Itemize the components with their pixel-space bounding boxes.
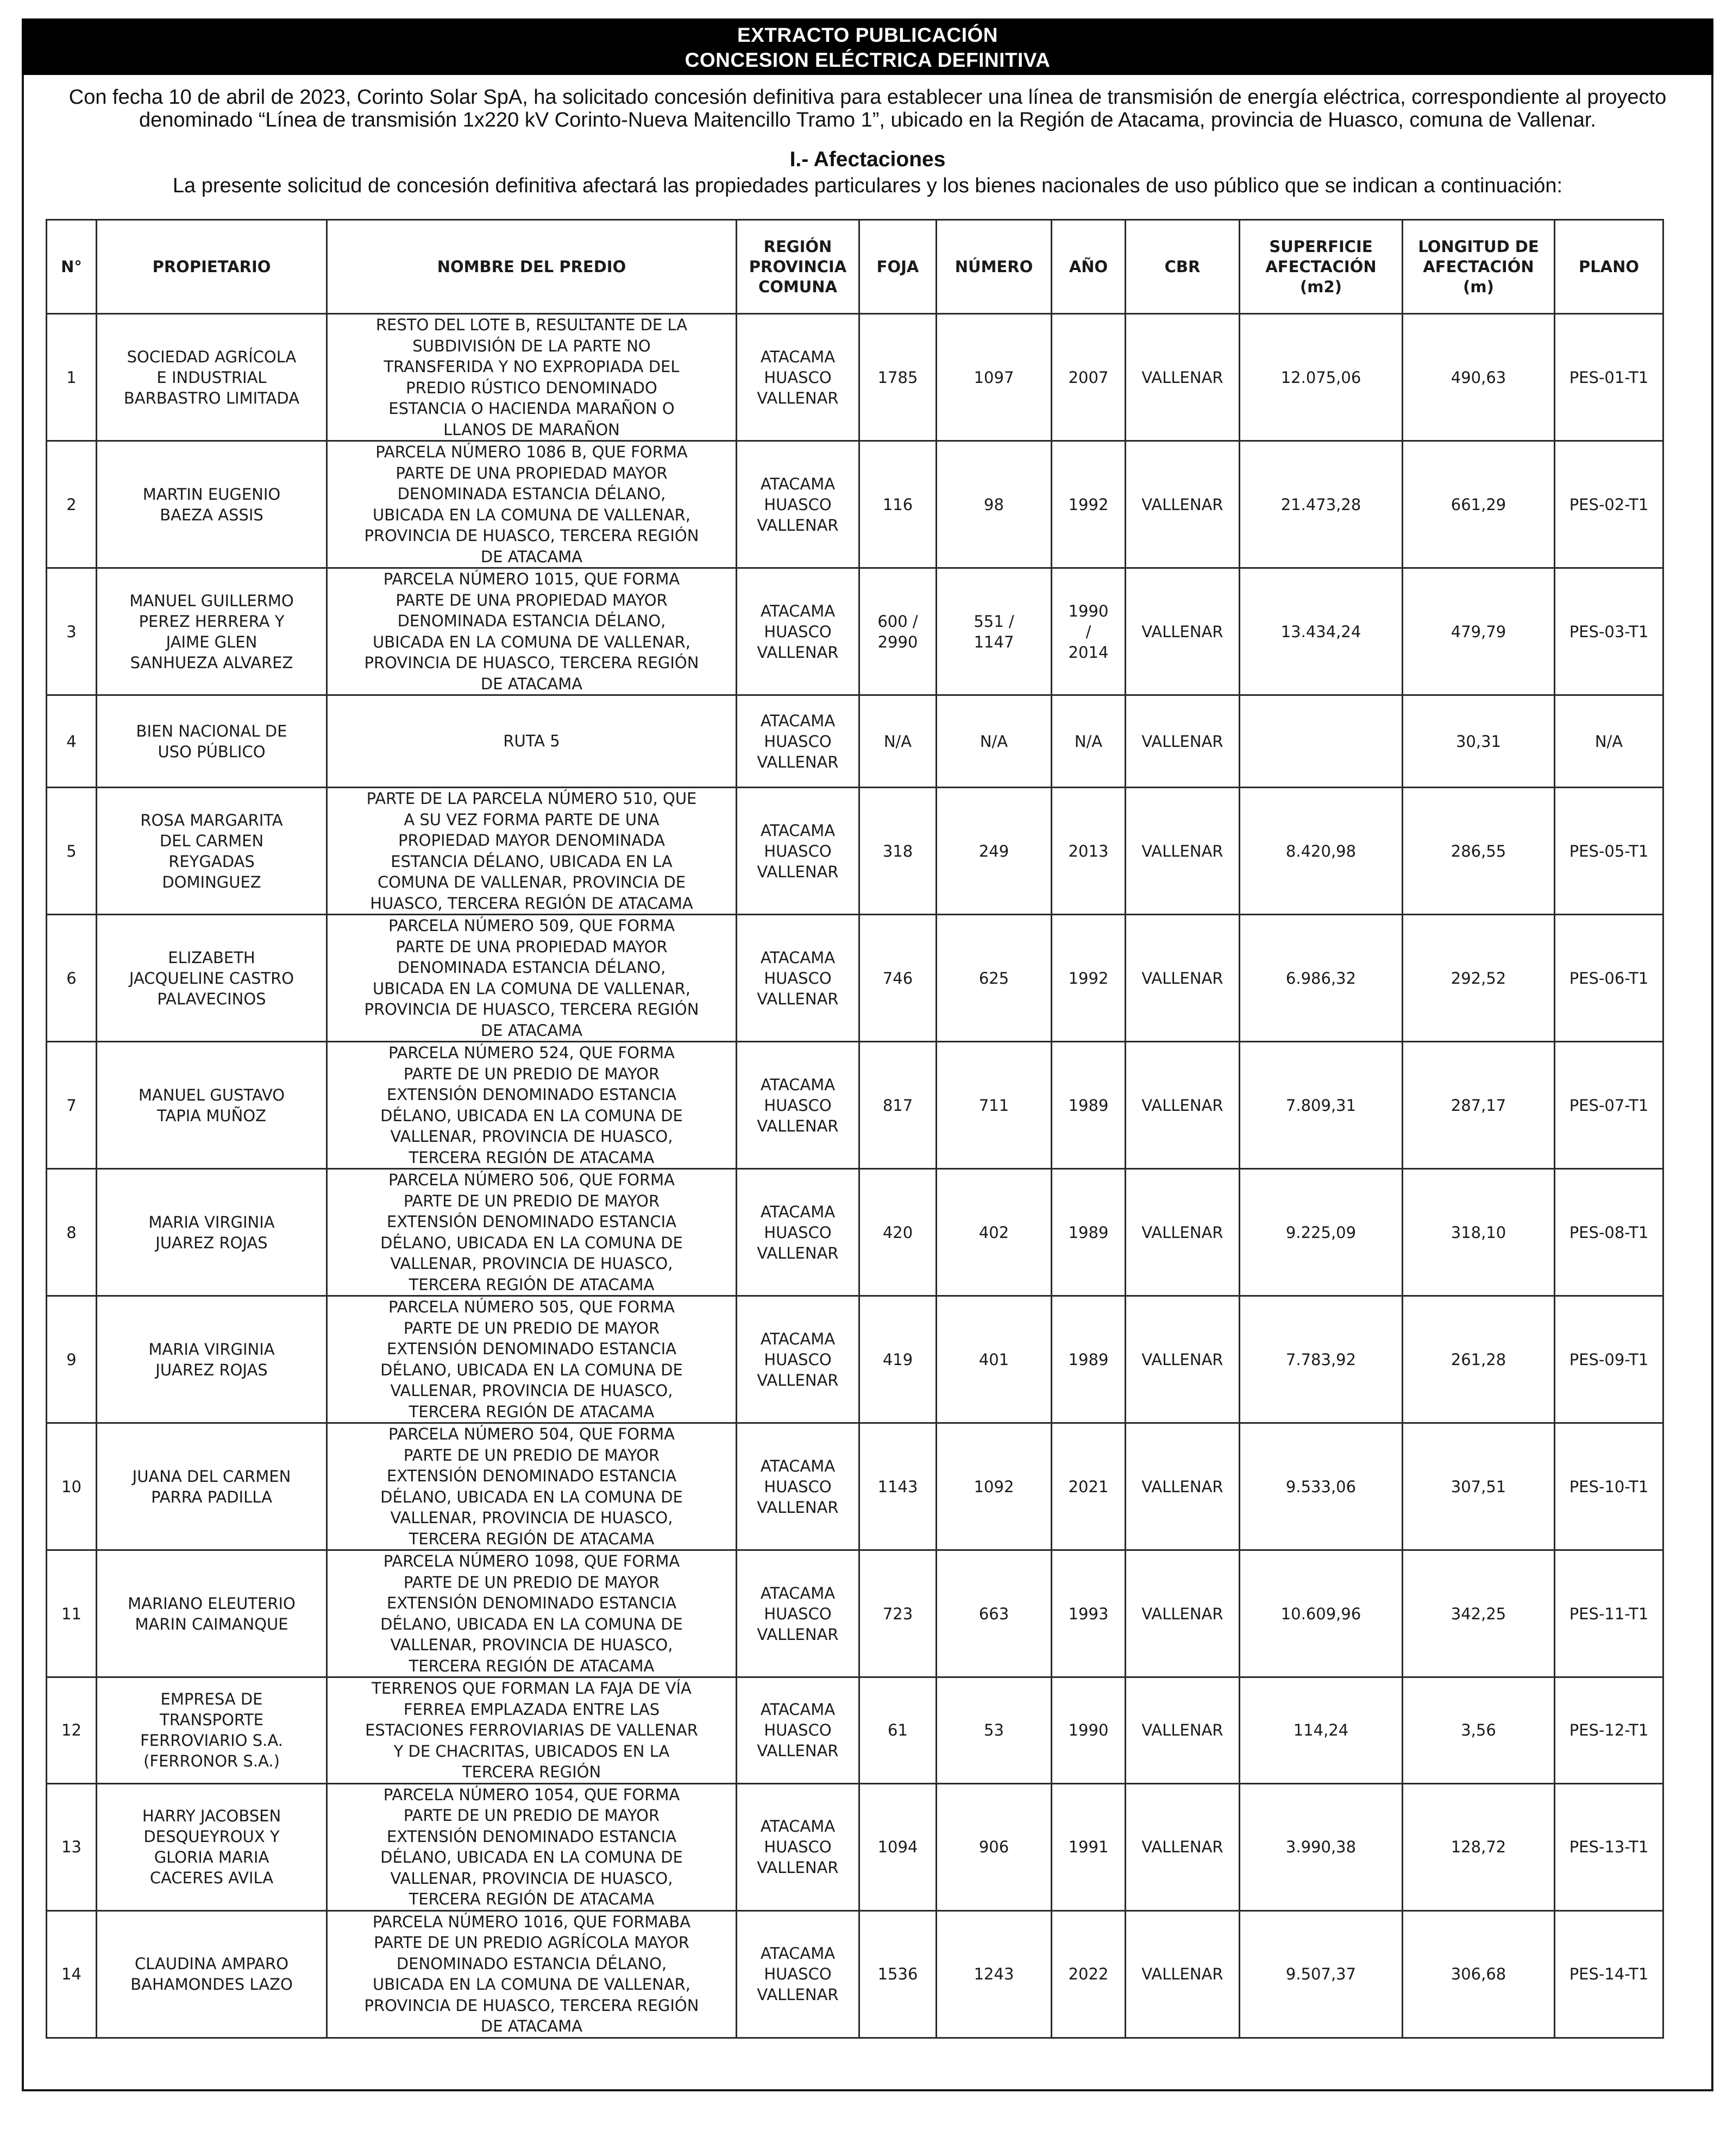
table-header-row <box>47 220 1663 314</box>
cell-plano: PES-03-T1 <box>1555 568 1663 695</box>
header-cbr: CBR <box>1126 220 1240 314</box>
cell-plano: PES-13-T1 <box>1555 1783 1663 1910</box>
cell-propietario: MANUEL GUILLERMO PEREZ HERRERA Y JAIME GLEN SANHUEZA ALVAREZ <box>97 568 327 695</box>
cell-plano: PES-05-T1 <box>1555 788 1663 915</box>
cell-cbr: VALLENAR <box>1126 1783 1240 1910</box>
table-row <box>47 1042 1663 1169</box>
cell-numero: 249 <box>937 788 1052 915</box>
cell-n: 5 <box>47 788 97 915</box>
header-superficie: SUPERFICIE AFECTACIÓN (m2) <box>1240 220 1403 314</box>
cell-cbr: VALLENAR <box>1126 915 1240 1042</box>
cell-numero: 625 <box>937 915 1052 1042</box>
cell-numero: 1243 <box>937 1910 1052 2038</box>
cell-foja: 420 <box>859 1169 937 1296</box>
cell-anio: 1993 <box>1052 1550 1126 1677</box>
cell-predio: TERRENOS QUE FORMAN LA FAJA DE VÍA FERREA EMPLAZADA ENTRE LAS ESTACIONES FERROVIARIAS DE VALLENAR Y DE CHACRITAS, UBICADOS EN LA TERCERA REGIÓN <box>327 1677 737 1784</box>
cell-predio: PARCELA NÚMERO 1086 B, QUE FORMA PARTE DE UNA PROPIEDAD MAYOR DENOMINADA ESTANCIA DÉLANO, UBICADA EN LA COMUNA DE VALLENAR, PROVINCIA DE HUASCO, TERCERA REGIÓN DE ATACAMA <box>327 441 737 568</box>
header-n: N° <box>47 220 97 314</box>
cell-foja: N/A <box>859 695 937 788</box>
cell-propietario: MARIA VIRGINIA JUAREZ ROJAS <box>97 1296 327 1423</box>
cell-foja: 1536 <box>859 1910 937 2038</box>
cell-predio: PARCELA NÚMERO 509, QUE FORMA PARTE DE UNA PROPIEDAD MAYOR DENOMINADA ESTANCIA DÉLANO, UBICADA EN LA COMUNA DE VALLENAR, PROVINCIA DE HUASCO, TERCERA REGIÓN DE ATACAMA <box>327 915 737 1042</box>
cell-foja: 61 <box>859 1677 937 1784</box>
header-longitud: LONGITUD DE AFECTACIÓN (m) <box>1403 220 1555 314</box>
cell-n: 12 <box>47 1677 97 1784</box>
cell-longitud: 490,63 <box>1403 314 1555 441</box>
cell-region: ATACAMA HUASCO VALLENAR <box>737 1296 859 1423</box>
cell-anio: 1990 / 2014 <box>1052 568 1126 695</box>
cell-anio: 2021 <box>1052 1423 1126 1550</box>
header-region: REGIÓN PROVINCIA COMUNA <box>737 220 859 314</box>
cell-propietario: HARRY JACOBSEN DESQUEYROUX Y GLORIA MARIA CACERES AVILA <box>97 1783 327 1910</box>
cell-region: ATACAMA HUASCO VALLENAR <box>737 441 859 568</box>
cell-region: ATACAMA HUASCO VALLENAR <box>737 1677 859 1784</box>
cell-predio: PARCELA NÚMERO 524, QUE FORMA PARTE DE UN PREDIO DE MAYOR EXTENSIÓN DENOMINADO ESTANCIA DÉLANO, UBICADA EN LA COMUNA DE VALLENAR, PROVINCIA DE HUASCO, TERCERA REGIÓN DE ATACAMA <box>327 1042 737 1169</box>
cell-longitud: 479,79 <box>1403 568 1555 695</box>
cell-propietario: EMPRESA DE TRANSPORTE FERROVIARIO S.A. (FERRONOR S.A.) <box>97 1677 327 1784</box>
cell-superficie: 21.473,28 <box>1240 441 1403 568</box>
section-title: I.- Afectaciones <box>789 148 946 171</box>
cell-foja: 600 / 2990 <box>859 568 937 695</box>
cell-propietario: MARIA VIRGINIA JUAREZ ROJAS <box>97 1169 327 1296</box>
cell-anio: 1992 <box>1052 915 1126 1042</box>
table-row <box>47 1169 1663 1296</box>
cell-numero: 53 <box>937 1677 1052 1784</box>
cell-foja: 746 <box>859 915 937 1042</box>
cell-propietario: JUANA DEL CARMEN PARRA PADILLA <box>97 1423 327 1550</box>
cell-anio: 2022 <box>1052 1910 1126 2038</box>
cell-numero: 402 <box>937 1169 1052 1296</box>
cell-plano: PES-12-T1 <box>1555 1677 1663 1784</box>
table-row <box>47 1677 1663 1784</box>
intro-line-1: Con fecha 10 de abril de 2023, Corinto Solar SpA, ha solicitado concesión definitiva para establecer una línea de transmisión de energía eléctrica, correspondiente al proyecto <box>68 86 1667 109</box>
cell-n: 1 <box>47 314 97 441</box>
cell-foja: 419 <box>859 1296 937 1423</box>
header-propietario: PROPIETARIO <box>97 220 327 314</box>
cell-propietario: CLAUDINA AMPARO BAHAMONDES LAZO <box>97 1910 327 2038</box>
cell-foja: 1785 <box>859 314 937 441</box>
cell-longitud: 30,31 <box>1403 695 1555 788</box>
cell-longitud: 286,55 <box>1403 788 1555 915</box>
cell-anio: 1989 <box>1052 1169 1126 1296</box>
table-row <box>47 788 1663 915</box>
cell-predio: PARCELA NÚMERO 504, QUE FORMA PARTE DE UN PREDIO DE MAYOR EXTENSIÓN DENOMINADO ESTANCIA DÉLANO, UBICADA EN LA COMUNA DE VALLENAR, PROVINCIA DE HUASCO, TERCERA REGIÓN DE ATACAMA <box>327 1423 737 1550</box>
cell-superficie: 9.225,09 <box>1240 1169 1403 1296</box>
cell-cbr: VALLENAR <box>1126 1677 1240 1784</box>
cell-n: 10 <box>47 1423 97 1550</box>
cell-plano: PES-02-T1 <box>1555 441 1663 568</box>
cell-superficie: 3.990,38 <box>1240 1783 1403 1910</box>
cell-longitud: 318,10 <box>1403 1169 1555 1296</box>
cell-cbr: VALLENAR <box>1126 1423 1240 1550</box>
cell-region: ATACAMA HUASCO VALLENAR <box>737 1423 859 1550</box>
header-numero: NÚMERO <box>937 220 1052 314</box>
cell-longitud: 306,68 <box>1403 1910 1555 2038</box>
cell-predio: PARCELA NÚMERO 1054, QUE FORMA PARTE DE UN PREDIO DE MAYOR EXTENSIÓN DENOMINADO ESTANCIA DÉLANO, UBICADA EN LA COMUNA DE VALLENAR, PROVINCIA DE HUASCO, TERCERA REGIÓN DE ATACAMA <box>327 1783 737 1910</box>
table-row <box>47 441 1663 568</box>
header-title: EXTRACTO PUBLICACIÓN <box>737 24 999 46</box>
cell-plano: PES-08-T1 <box>1555 1169 1663 1296</box>
cell-plano: PES-09-T1 <box>1555 1296 1663 1423</box>
cell-superficie: 9.533,06 <box>1240 1423 1403 1550</box>
cell-region: ATACAMA HUASCO VALLENAR <box>737 568 859 695</box>
cell-superficie: 12.075,06 <box>1240 314 1403 441</box>
cell-propietario: MARIANO ELEUTERIO MARIN CAIMANQUE <box>97 1550 327 1677</box>
cell-region: ATACAMA HUASCO VALLENAR <box>737 695 859 788</box>
cell-region: ATACAMA HUASCO VALLENAR <box>737 788 859 915</box>
intro-paragraph <box>43 86 1692 131</box>
cell-anio: 2013 <box>1052 788 1126 915</box>
cell-cbr: VALLENAR <box>1126 314 1240 441</box>
table-body <box>47 314 1663 2038</box>
cell-propietario: SOCIEDAD AGRÍCOLA E INDUSTRIAL BARBASTRO LIMITADA <box>97 314 327 441</box>
cell-propietario: MARTIN EUGENIO BAEZA ASSIS <box>97 441 327 568</box>
table-row <box>47 915 1663 1042</box>
cell-superficie: 9.507,37 <box>1240 1910 1403 2038</box>
cell-numero: 401 <box>937 1296 1052 1423</box>
cell-foja: 723 <box>859 1550 937 1677</box>
cell-plano: N/A <box>1555 695 1663 788</box>
cell-numero: 1097 <box>937 314 1052 441</box>
cell-n: 9 <box>47 1296 97 1423</box>
cell-longitud: 292,52 <box>1403 915 1555 1042</box>
table-row <box>47 314 1663 441</box>
cell-numero: N/A <box>937 695 1052 788</box>
cell-n: 4 <box>47 695 97 788</box>
cell-plano: PES-07-T1 <box>1555 1042 1663 1169</box>
cell-predio: PARCELA NÚMERO 1015, QUE FORMA PARTE DE UNA PROPIEDAD MAYOR DENOMINADA ESTANCIA DÉLANO, UBICADA EN LA COMUNA DE VALLENAR, PROVINCIA DE HUASCO, TERCERA REGIÓN DE ATACAMA <box>327 568 737 695</box>
cell-anio: 2007 <box>1052 314 1126 441</box>
afectaciones-table <box>46 219 1664 2039</box>
cell-foja: 1094 <box>859 1783 937 1910</box>
cell-predio: PARCELA NÚMERO 505, QUE FORMA PARTE DE UN PREDIO DE MAYOR EXTENSIÓN DENOMINADO ESTANCIA DÉLANO, UBICADA EN LA COMUNA DE VALLENAR, PROVINCIA DE HUASCO, TERCERA REGIÓN DE ATACAMA <box>327 1296 737 1423</box>
cell-superficie: 6.986,32 <box>1240 915 1403 1042</box>
cell-region: ATACAMA HUASCO VALLENAR <box>737 1783 859 1910</box>
cell-foja: 817 <box>859 1042 937 1169</box>
cell-propietario: ELIZABETH JACQUELINE CASTRO PALAVECINOS <box>97 915 327 1042</box>
cell-numero: 711 <box>937 1042 1052 1169</box>
cell-foja: 1143 <box>859 1423 937 1550</box>
cell-superficie: 7.783,92 <box>1240 1296 1403 1423</box>
cell-n: 7 <box>47 1042 97 1169</box>
cell-superficie: 10.609,96 <box>1240 1550 1403 1677</box>
cell-n: 6 <box>47 915 97 1042</box>
cell-anio: 1991 <box>1052 1783 1126 1910</box>
cell-numero: 551 / 1147 <box>937 568 1052 695</box>
cell-anio: 1990 <box>1052 1677 1126 1784</box>
cell-predio: PARCELA NÚMERO 1016, QUE FORMABA PARTE DE UN PREDIO AGRÍCOLA MAYOR DENOMINADO ESTANCIA DÉLANO, UBICADA EN LA COMUNA DE VALLENAR, PROVINCIA DE HUASCO, TERCERA REGIÓN DE ATACAMA <box>327 1910 737 2038</box>
cell-longitud: 307,51 <box>1403 1423 1555 1550</box>
cell-longitud: 3,56 <box>1403 1677 1555 1784</box>
cell-region: ATACAMA HUASCO VALLENAR <box>737 915 859 1042</box>
cell-longitud: 128,72 <box>1403 1783 1555 1910</box>
table-row <box>47 1910 1663 2038</box>
cell-plano: PES-14-T1 <box>1555 1910 1663 2038</box>
cell-numero: 98 <box>937 441 1052 568</box>
cell-region: ATACAMA HUASCO VALLENAR <box>737 1169 859 1296</box>
cell-region: ATACAMA HUASCO VALLENAR <box>737 1910 859 2038</box>
cell-numero: 1092 <box>937 1423 1052 1550</box>
cell-numero: 906 <box>937 1783 1052 1910</box>
table-row <box>47 1296 1663 1423</box>
cell-region: ATACAMA HUASCO VALLENAR <box>737 1550 859 1677</box>
cell-cbr: VALLENAR <box>1126 441 1240 568</box>
cell-anio: N/A <box>1052 695 1126 788</box>
cell-cbr: VALLENAR <box>1126 1169 1240 1296</box>
cell-propietario: MANUEL GUSTAVO TAPIA MUÑOZ <box>97 1042 327 1169</box>
cell-longitud: 342,25 <box>1403 1550 1555 1677</box>
cell-n: 13 <box>47 1783 97 1910</box>
cell-cbr: VALLENAR <box>1126 1042 1240 1169</box>
cell-predio: PARCELA NÚMERO 506, QUE FORMA PARTE DE UN PREDIO DE MAYOR EXTENSIÓN DENOMINADO ESTANCIA DÉLANO, UBICADA EN LA COMUNA DE VALLENAR, PROVINCIA DE HUASCO, TERCERA REGIÓN DE ATACAMA <box>327 1169 737 1296</box>
cell-predio: PARTE DE LA PARCELA NÚMERO 510, QUE A SU VEZ FORMA PARTE DE UNA PROPIEDAD MAYOR DENOMINADA ESTANCIA DÉLANO, UBICADA EN LA COMUNA DE VALLENAR, PROVINCIA DE HUASCO, TERCERA REGIÓN DE ATACAMA <box>327 788 737 915</box>
cell-region: ATACAMA HUASCO VALLENAR <box>737 314 859 441</box>
cell-cbr: VALLENAR <box>1126 568 1240 695</box>
cell-predio: RESTO DEL LOTE B, RESULTANTE DE LA SUBDIVISIÓN DE LA PARTE NO TRANSFERIDA Y NO EXPROPIADA DEL PREDIO RÚSTICO DENOMINADO ESTANCIA O HACIENDA MARAÑON O LLANOS DE MARAÑON <box>327 314 737 441</box>
cell-cbr: VALLENAR <box>1126 1296 1240 1423</box>
cell-predio: RUTA 5 <box>327 695 737 788</box>
cell-n: 2 <box>47 441 97 568</box>
cell-anio: 1992 <box>1052 441 1126 568</box>
cell-cbr: VALLENAR <box>1126 1550 1240 1677</box>
cell-region: ATACAMA HUASCO VALLENAR <box>737 1042 859 1169</box>
cell-cbr: VALLENAR <box>1126 695 1240 788</box>
header-subtitle: CONCESION ELÉCTRICA DEFINITIVA <box>685 49 1051 71</box>
cell-superficie: 114,24 <box>1240 1677 1403 1784</box>
table-row <box>47 695 1663 788</box>
cell-predio: PARCELA NÚMERO 1098, QUE FORMA PARTE DE UN PREDIO DE MAYOR EXTENSIÓN DENOMINADO ESTANCIA DÉLANO, UBICADA EN LA COMUNA DE VALLENAR, PROVINCIA DE HUASCO, TERCERA REGIÓN DE ATACAMA <box>327 1550 737 1677</box>
cell-anio: 1989 <box>1052 1296 1126 1423</box>
cell-superficie <box>1240 695 1403 788</box>
cell-n: 14 <box>47 1910 97 2038</box>
cell-superficie: 13.434,24 <box>1240 568 1403 695</box>
cell-longitud: 661,29 <box>1403 441 1555 568</box>
cell-foja: 318 <box>859 788 937 915</box>
table-row <box>47 568 1663 695</box>
cell-longitud: 261,28 <box>1403 1296 1555 1423</box>
header-plano: PLANO <box>1555 220 1663 314</box>
cell-plano: PES-01-T1 <box>1555 314 1663 441</box>
table-row <box>47 1550 1663 1677</box>
header-predio: NOMBRE DEL PREDIO <box>327 220 737 314</box>
header-anio: AÑO <box>1052 220 1126 314</box>
table-row <box>47 1783 1663 1910</box>
cell-numero: 663 <box>937 1550 1052 1677</box>
cell-plano: PES-11-T1 <box>1555 1550 1663 1677</box>
cell-anio: 1989 <box>1052 1042 1126 1169</box>
cell-superficie: 8.420,98 <box>1240 788 1403 915</box>
cell-cbr: VALLENAR <box>1126 788 1240 915</box>
cell-cbr: VALLENAR <box>1126 1910 1240 2038</box>
cell-propietario: ROSA MARGARITA DEL CARMEN REYGADAS DOMINGUEZ <box>97 788 327 915</box>
section-subtitle: La presente solicitud de concesión definitiva afectará las propiedades particulares y los bienes nacionales de uso público que se indican a continuación: <box>172 174 1563 197</box>
cell-plano: PES-06-T1 <box>1555 915 1663 1042</box>
table-row <box>47 1423 1663 1550</box>
document-header <box>22 18 1713 75</box>
cell-superficie: 7.809,31 <box>1240 1042 1403 1169</box>
cell-n: 11 <box>47 1550 97 1677</box>
intro-line-2: denominado “Línea de transmisión 1x220 kV Corinto-Nueva Maitencillo Tramo 1”, ubicado en la Región de Atacama, provincia de Huasco, comuna de Vallenar. <box>139 109 1596 131</box>
header-foja: FOJA <box>859 220 937 314</box>
cell-foja: 116 <box>859 441 937 568</box>
cell-propietario: BIEN NACIONAL DE USO PÚBLICO <box>97 695 327 788</box>
cell-n: 3 <box>47 568 97 695</box>
cell-n: 8 <box>47 1169 97 1296</box>
cell-longitud: 287,17 <box>1403 1042 1555 1169</box>
cell-plano: PES-10-T1 <box>1555 1423 1663 1550</box>
